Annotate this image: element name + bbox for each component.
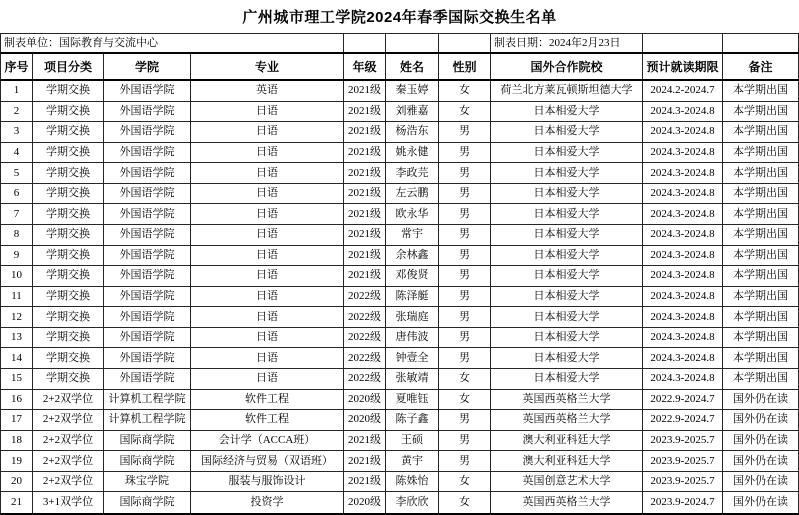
table-cell: 男 — [439, 410, 491, 430]
table-cell: 日语 — [191, 102, 344, 122]
table-cell: 2 — [1, 102, 33, 122]
table-cell: 本学期出国 — [723, 225, 799, 245]
table-cell: 邓俊贤 — [386, 266, 439, 286]
table-cell: 日语 — [191, 328, 344, 348]
table-cell: 日本相爱大学 — [491, 287, 643, 307]
table-cell: 外国语学院 — [104, 369, 191, 389]
table-cell: 3 — [1, 122, 33, 142]
table-cell: 日本相爱大学 — [491, 266, 643, 286]
table-cell: 日本相爱大学 — [491, 246, 643, 266]
table-cell: 2021级 — [344, 143, 386, 163]
table-cell: 日本相爱大学 — [491, 184, 643, 204]
table-row — [1, 472, 799, 493]
table-cell: 女 — [439, 492, 491, 513]
table-cell: 2023.9-2024.7 — [643, 492, 723, 513]
table-cell: 女 — [439, 102, 491, 122]
table-cell: 日语 — [191, 266, 344, 286]
table-cell: 男 — [439, 451, 491, 471]
table-cell: 18 — [1, 431, 33, 451]
table-cell: 陈子鑫 — [386, 410, 439, 430]
col-header-name: 姓名 — [386, 54, 439, 79]
table-cell: 2023.9-2025.7 — [643, 451, 723, 471]
table-cell: 日本相爱大学 — [491, 328, 643, 348]
table-cell: 张瑞庭 — [386, 307, 439, 327]
table-cell: 2024.3-2024.8 — [643, 184, 723, 204]
table-cell: 日本相爱大学 — [491, 204, 643, 224]
table-cell: 日本相爱大学 — [491, 163, 643, 183]
table-cell: 外国语学院 — [104, 328, 191, 348]
table-cell: 学期交换 — [33, 204, 104, 224]
table-cell: 本学期出国 — [723, 287, 799, 307]
table-cell: 2024.3-2024.8 — [643, 266, 723, 286]
table-cell: 男 — [439, 225, 491, 245]
table-cell: 2024.3-2024.8 — [643, 348, 723, 368]
table-cell: 7 — [1, 204, 33, 224]
table-cell: 2022级 — [344, 287, 386, 307]
table-cell: 2+2双学位 — [33, 451, 104, 471]
issuing-unit-label: 制表单位：国际教育与交流中心 — [1, 34, 344, 52]
table-row — [1, 492, 799, 513]
table-cell: 日语 — [191, 369, 344, 389]
table-cell: 外国语学院 — [104, 122, 191, 142]
table-row — [1, 369, 799, 390]
table-cell: 16 — [1, 390, 33, 410]
table-cell: 学期交换 — [33, 307, 104, 327]
meta-empty-cell — [643, 34, 723, 52]
table-cell: 国外仍在读 — [723, 431, 799, 451]
table-cell: 本学期出国 — [723, 163, 799, 183]
table-cell: 李欣欣 — [386, 492, 439, 513]
table-cell: 19 — [1, 451, 33, 471]
table-cell: 2021级 — [344, 246, 386, 266]
table-cell: 2021级 — [344, 102, 386, 122]
table-body — [0, 81, 799, 515]
table-cell: 2021级 — [344, 184, 386, 204]
table-cell: 外国语学院 — [104, 102, 191, 122]
table-cell: 2024.3-2024.8 — [643, 225, 723, 245]
table-cell: 2021级 — [344, 81, 386, 101]
table-cell: 2021级 — [344, 204, 386, 224]
table-cell: 服装与服饰设计 — [191, 472, 344, 492]
table-cell: 2021级 — [344, 431, 386, 451]
table-cell: 11 — [1, 287, 33, 307]
table-cell: 男 — [439, 204, 491, 224]
table-cell: 男 — [439, 287, 491, 307]
table-cell: 外国语学院 — [104, 163, 191, 183]
table-cell: 英国西英格兰大学 — [491, 410, 643, 430]
table-cell: 日语 — [191, 287, 344, 307]
table-cell: 男 — [439, 163, 491, 183]
table-cell: 外国语学院 — [104, 204, 191, 224]
col-header-study-period: 预计就读期限 — [643, 54, 723, 79]
table-cell: 2024.3-2024.8 — [643, 307, 723, 327]
table-cell: 男 — [439, 348, 491, 368]
table-cell: 日语 — [191, 122, 344, 142]
table-cell: 日本相爱大学 — [491, 122, 643, 142]
col-header-program-category: 项目分类 — [33, 54, 104, 79]
table-cell: 2022.9-2024.7 — [643, 410, 723, 430]
table-cell: 欧永华 — [386, 204, 439, 224]
table-cell: 2024.3-2024.8 — [643, 163, 723, 183]
table-cell: 2022级 — [344, 307, 386, 327]
table-cell: 日语 — [191, 225, 344, 245]
table-cell: 8 — [1, 225, 33, 245]
table-cell: 李政芫 — [386, 163, 439, 183]
table-cell: 学期交换 — [33, 328, 104, 348]
table-cell: 2020级 — [344, 410, 386, 430]
meta-empty-cell — [344, 34, 386, 52]
table-cell: 1 — [1, 81, 33, 101]
table-cell: 澳大利亚科廷大学 — [491, 431, 643, 451]
table-cell: 2024.3-2024.8 — [643, 328, 723, 348]
table-cell: 2024.3-2024.8 — [643, 369, 723, 389]
table-cell: 女 — [439, 390, 491, 410]
table-cell: 张敏靖 — [386, 369, 439, 389]
table-cell: 20 — [1, 472, 33, 492]
table-cell: 本学期出国 — [723, 307, 799, 327]
table-cell: 国际商学院 — [104, 431, 191, 451]
table-cell: 女 — [439, 472, 491, 492]
table-cell: 本学期出国 — [723, 204, 799, 224]
table-cell: 国外仍在读 — [723, 492, 799, 513]
table-row — [1, 102, 799, 123]
table-cell: 15 — [1, 369, 33, 389]
table-cell: 外国语学院 — [104, 143, 191, 163]
table-cell: 外国语学院 — [104, 348, 191, 368]
table-cell: 2020级 — [344, 390, 386, 410]
table-cell: 2023.9-2025.7 — [643, 431, 723, 451]
table-cell: 本学期出国 — [723, 246, 799, 266]
table-row — [1, 410, 799, 431]
table-cell: 国外仍在读 — [723, 410, 799, 430]
table-row — [1, 184, 799, 205]
table-cell: 日本相爱大学 — [491, 143, 643, 163]
table-row — [1, 287, 799, 308]
table-cell: 2021级 — [344, 451, 386, 471]
table-cell: 学期交换 — [33, 287, 104, 307]
table-cell: 王硕 — [386, 431, 439, 451]
table-cell: 本学期出国 — [723, 143, 799, 163]
table-cell: 14 — [1, 348, 33, 368]
table-cell: 英国创意艺术大学 — [491, 472, 643, 492]
table-row — [1, 246, 799, 267]
table-cell: 17 — [1, 410, 33, 430]
table-cell: 日语 — [191, 204, 344, 224]
table-cell: 本学期出国 — [723, 184, 799, 204]
table-cell: 珠宝学院 — [104, 472, 191, 492]
table-cell: 日本相爱大学 — [491, 348, 643, 368]
table-cell: 外国语学院 — [104, 307, 191, 327]
table-cell: 2+2双学位 — [33, 431, 104, 451]
table-row — [1, 143, 799, 164]
table-cell: 2021级 — [344, 266, 386, 286]
table-cell: 会计学（ACCA班） — [191, 431, 344, 451]
table-cell: 2024.3-2024.8 — [643, 143, 723, 163]
table-cell: 2022级 — [344, 348, 386, 368]
table-cell: 国外仍在读 — [723, 472, 799, 492]
table-cell: 2024.3-2024.8 — [643, 204, 723, 224]
table-cell: 外国语学院 — [104, 246, 191, 266]
table-cell: 姚永健 — [386, 143, 439, 163]
table-cell: 男 — [439, 143, 491, 163]
table-cell: 学期交换 — [33, 266, 104, 286]
table-cell: 男 — [439, 184, 491, 204]
col-header-remark: 备注 — [723, 54, 799, 79]
table-cell: 英国西英格兰大学 — [491, 492, 643, 513]
table-cell: 3+1双学位 — [33, 492, 104, 513]
table-cell: 国际商学院 — [104, 492, 191, 513]
table-cell: 外国语学院 — [104, 81, 191, 101]
table-cell: 男 — [439, 307, 491, 327]
table-cell: 2020级 — [344, 492, 386, 513]
table-cell: 英国西英格兰大学 — [491, 390, 643, 410]
table-cell: 软件工程 — [191, 390, 344, 410]
table-cell: 日本相爱大学 — [491, 225, 643, 245]
table-cell: 夏唯钰 — [386, 390, 439, 410]
table-cell: 男 — [439, 246, 491, 266]
table-cell: 5 — [1, 163, 33, 183]
table-cell: 澳大利亚科廷大学 — [491, 451, 643, 471]
table-cell: 外国语学院 — [104, 287, 191, 307]
table-cell: 学期交换 — [33, 122, 104, 142]
table-cell: 学期交换 — [33, 163, 104, 183]
table-cell: 2022级 — [344, 328, 386, 348]
table-row — [1, 266, 799, 287]
table-cell: 2023.9-2025.7 — [643, 472, 723, 492]
table-row — [1, 307, 799, 328]
table-header-row — [0, 54, 799, 81]
table-cell: 刘雅嘉 — [386, 102, 439, 122]
table-row — [1, 225, 799, 246]
table-cell: 陈泽艇 — [386, 287, 439, 307]
table-row — [1, 163, 799, 184]
table-cell: 日语 — [191, 307, 344, 327]
table-cell: 钟壹全 — [386, 348, 439, 368]
table-cell: 计算机工程学院 — [104, 390, 191, 410]
table-cell: 男 — [439, 266, 491, 286]
table-cell: 女 — [439, 81, 491, 101]
table-cell: 外国语学院 — [104, 225, 191, 245]
table-cell: 国际商学院 — [104, 451, 191, 471]
table-cell: 本学期出国 — [723, 81, 799, 101]
table-cell: 女 — [439, 369, 491, 389]
table-cell: 黄宇 — [386, 451, 439, 471]
table-cell: 外国语学院 — [104, 184, 191, 204]
table-row — [1, 451, 799, 472]
table-cell: 学期交换 — [33, 143, 104, 163]
page-title: 广州城市理工学院2024年春季国际交换生名单 — [242, 9, 557, 26]
table-cell: 2024.3-2024.8 — [643, 102, 723, 122]
table-cell: 本学期出国 — [723, 122, 799, 142]
table-cell: 日语 — [191, 184, 344, 204]
table-cell: 英语 — [191, 81, 344, 101]
table-cell: 常宇 — [386, 225, 439, 245]
col-header-college: 学院 — [104, 54, 191, 79]
table-cell: 日语 — [191, 246, 344, 266]
table-cell: 男 — [439, 431, 491, 451]
table-cell: 2022.9-2024.7 — [643, 390, 723, 410]
table-cell: 日本相爱大学 — [491, 369, 643, 389]
table-cell: 学期交换 — [33, 369, 104, 389]
table-cell: 计算机工程学院 — [104, 410, 191, 430]
table-cell: 余林鑫 — [386, 246, 439, 266]
col-header-grade: 年级 — [344, 54, 386, 79]
table-cell: 外国语学院 — [104, 266, 191, 286]
table-cell: 男 — [439, 122, 491, 142]
table-cell: 男 — [439, 328, 491, 348]
table-cell: 2024.3-2024.8 — [643, 287, 723, 307]
table-cell: 日语 — [191, 143, 344, 163]
table-cell: 日语 — [191, 163, 344, 183]
table-cell: 2024.3-2024.8 — [643, 122, 723, 142]
table-cell: 国外仍在读 — [723, 390, 799, 410]
table-cell: 学期交换 — [33, 102, 104, 122]
col-header-index: 序号 — [1, 54, 33, 79]
table-cell: 日语 — [191, 348, 344, 368]
table-cell: 日本相爱大学 — [491, 102, 643, 122]
table-cell: 2024.2-2024.7 — [643, 81, 723, 101]
meta-empty-cell — [723, 34, 799, 52]
issue-date-label: 制表日期：2024年2月23日 — [491, 34, 643, 52]
table-row — [1, 204, 799, 225]
meta-row — [0, 33, 799, 54]
table-cell: 陈姝怡 — [386, 472, 439, 492]
table-cell: 2021级 — [344, 163, 386, 183]
meta-empty-cell — [386, 34, 439, 52]
col-header-partner-university: 国外合作院校 — [491, 54, 643, 79]
table-cell: 10 — [1, 266, 33, 286]
table-cell: 2+2双学位 — [33, 390, 104, 410]
table-cell: 2021级 — [344, 122, 386, 142]
table-cell: 投资学 — [191, 492, 344, 513]
table-cell: 日本相爱大学 — [491, 307, 643, 327]
table-row — [1, 348, 799, 369]
table-row — [1, 122, 799, 143]
table-cell: 2021级 — [344, 225, 386, 245]
table-cell: 软件工程 — [191, 410, 344, 430]
table-cell: 荷兰北方莱瓦顿斯坦德大学 — [491, 81, 643, 101]
table-cell: 12 — [1, 307, 33, 327]
table-cell: 2021级 — [344, 472, 386, 492]
table-cell: 4 — [1, 143, 33, 163]
table-cell: 本学期出国 — [723, 266, 799, 286]
table-cell: 本学期出国 — [723, 102, 799, 122]
col-header-major: 专业 — [191, 54, 344, 79]
table-cell: 9 — [1, 246, 33, 266]
table-cell: 学期交换 — [33, 184, 104, 204]
table-cell: 杨浩东 — [386, 122, 439, 142]
table-row — [1, 81, 799, 102]
table-cell: 学期交换 — [33, 348, 104, 368]
table-cell: 秦玉婷 — [386, 81, 439, 101]
table-cell: 21 — [1, 492, 33, 513]
table-cell: 学期交换 — [33, 246, 104, 266]
table-cell: 6 — [1, 184, 33, 204]
table-row — [1, 431, 799, 452]
table-cell: 国外仍在读 — [723, 451, 799, 471]
table-cell: 国际经济与贸易（双语班） — [191, 451, 344, 471]
col-header-gender: 性别 — [439, 54, 491, 79]
table-cell: 本学期出国 — [723, 328, 799, 348]
meta-empty-cell — [439, 34, 491, 52]
table-row — [1, 328, 799, 349]
table-cell: 13 — [1, 328, 33, 348]
table-row — [1, 390, 799, 411]
table-cell: 本学期出国 — [723, 348, 799, 368]
table-cell: 本学期出国 — [723, 369, 799, 389]
table-cell: 2+2双学位 — [33, 410, 104, 430]
table-cell: 2024.3-2024.8 — [643, 246, 723, 266]
table-cell: 学期交换 — [33, 81, 104, 101]
table-cell: 唐伟波 — [386, 328, 439, 348]
table-cell: 2022级 — [344, 369, 386, 389]
table-cell: 学期交换 — [33, 225, 104, 245]
table-cell: 2+2双学位 — [33, 472, 104, 492]
table-cell: 左云鹏 — [386, 184, 439, 204]
